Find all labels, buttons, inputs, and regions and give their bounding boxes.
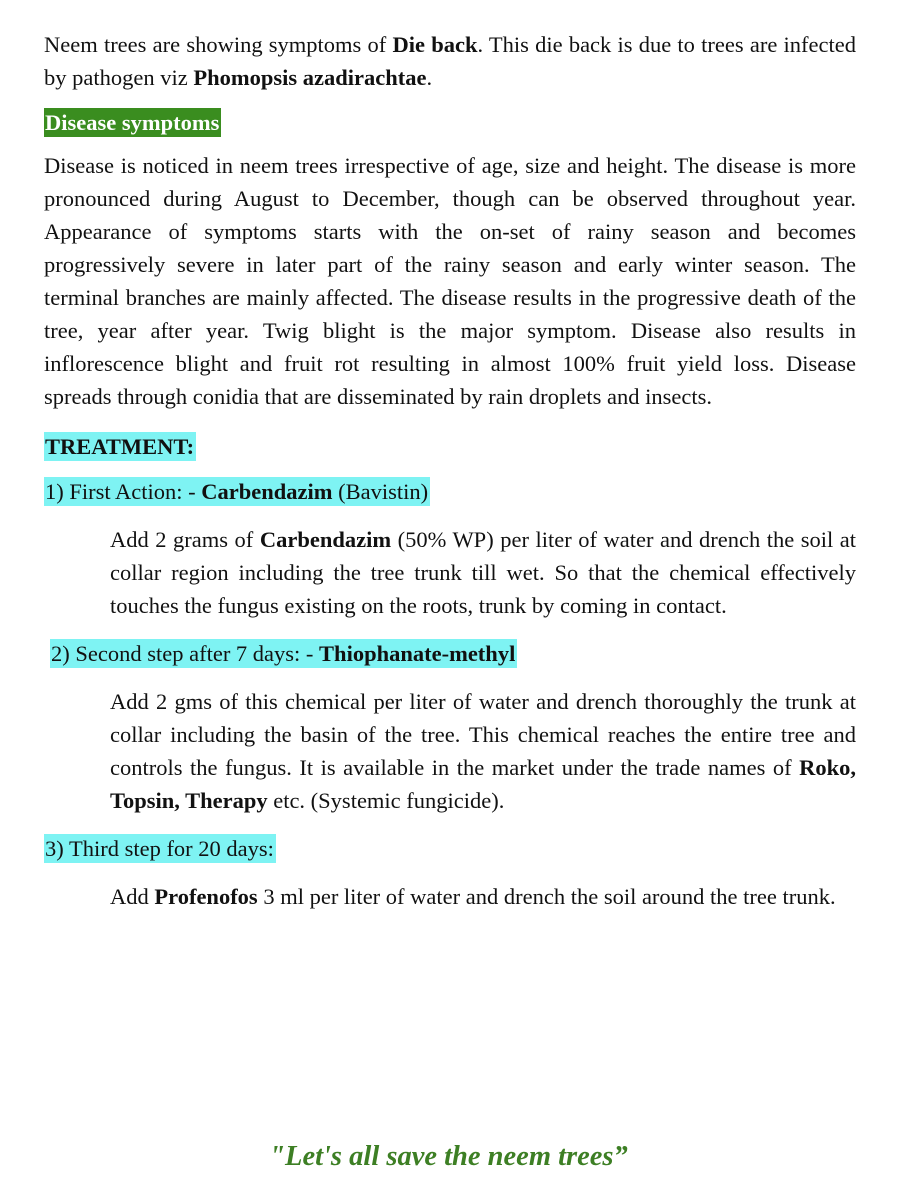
symptoms-heading: Disease symptoms — [45, 110, 220, 135]
step2-heading-chemical: Thiophanate-methyl — [319, 641, 516, 666]
step2-heading-prefix: 2) Second step after 7 days: - — [51, 641, 320, 666]
step3-body-chemical: Profenofos — [154, 884, 258, 909]
step1-heading-prefix: 1) First Action: - — [45, 479, 202, 504]
intro-text-2: . This die back is due to trees are infected by pathogen viz — [44, 32, 856, 90]
step3-body-text-1: Add — [110, 884, 155, 909]
step3-body-text-2: 3 ml per liter of water and drench the soil around the tree trunk. — [257, 884, 836, 909]
step3-heading-row — [44, 834, 856, 863]
step2-heading — [50, 639, 517, 668]
symptoms-paragraph: Disease is noticed in neem trees irrespective of age, size and height. The disease is more pronounced during August to December, though can be observed throughout year. Appearance of symptoms starts with the on-set of rainy season and becomes progressively severe in later part of the rainy season and early winter season. The terminal branches are mainly affected. The disease results in the progressive death of the tree, year after year. Twig blight is the major symptom. Disease also results in inflorescence blight and fruit rot resulting in almost 100% fruit yield loss. Disease spreads through conidia that are disseminated by rain droplets and insects. — [44, 153, 856, 409]
step2-body-text-1: Add 2 gms of this chemical per liter of water and drench thoroughly the trunk at collar including the basin of the tree. This chemical reaches the entire tree and controls the fungus. It is available in the market under the trade names of — [110, 689, 856, 780]
step2-body-text-2: etc. (Systemic fungicide). — [267, 788, 505, 813]
intro-text-3: . — [426, 65, 433, 90]
step2-body-trade-names: Roko, Topsin, Therapy — [110, 755, 856, 813]
symptoms-heading-row — [44, 108, 856, 137]
step1-heading-suffix: (Bavistin) — [332, 479, 429, 504]
treatment-heading-row — [44, 432, 856, 461]
intro-text-1: Neem trees are showing symptoms of — [44, 32, 393, 57]
treatment-heading: TREATMENT: — [45, 434, 195, 459]
step3-body — [110, 880, 856, 913]
intro-paragraph — [44, 28, 856, 94]
step1-body — [110, 523, 856, 622]
step1-heading — [44, 477, 430, 506]
step2-body — [110, 685, 856, 817]
step1-heading-row — [44, 477, 856, 506]
intro-die-back: Die back — [392, 32, 478, 57]
step3-heading: 3) Third step for 20 days: — [45, 836, 274, 861]
intro-pathogen-name: Phomopsis azadirachtae — [193, 65, 427, 90]
closing-quote: "Let's all save the neem trees” — [269, 1141, 628, 1172]
document-page — [44, 28, 856, 913]
step2-heading-row — [44, 639, 856, 668]
step1-body-chemical: Carbendazim — [259, 527, 392, 552]
step1-body-text-1: Add 2 grams of — [110, 527, 260, 552]
step1-body-text-2: (50% WP) per liter of water and drench the soil at collar region including the tree trunk till wet. So that the chemical effectively touches the fungus existing on the roots, trunk by coming in contact. — [110, 527, 856, 618]
step1-heading-chemical: Carbendazim — [201, 479, 333, 504]
